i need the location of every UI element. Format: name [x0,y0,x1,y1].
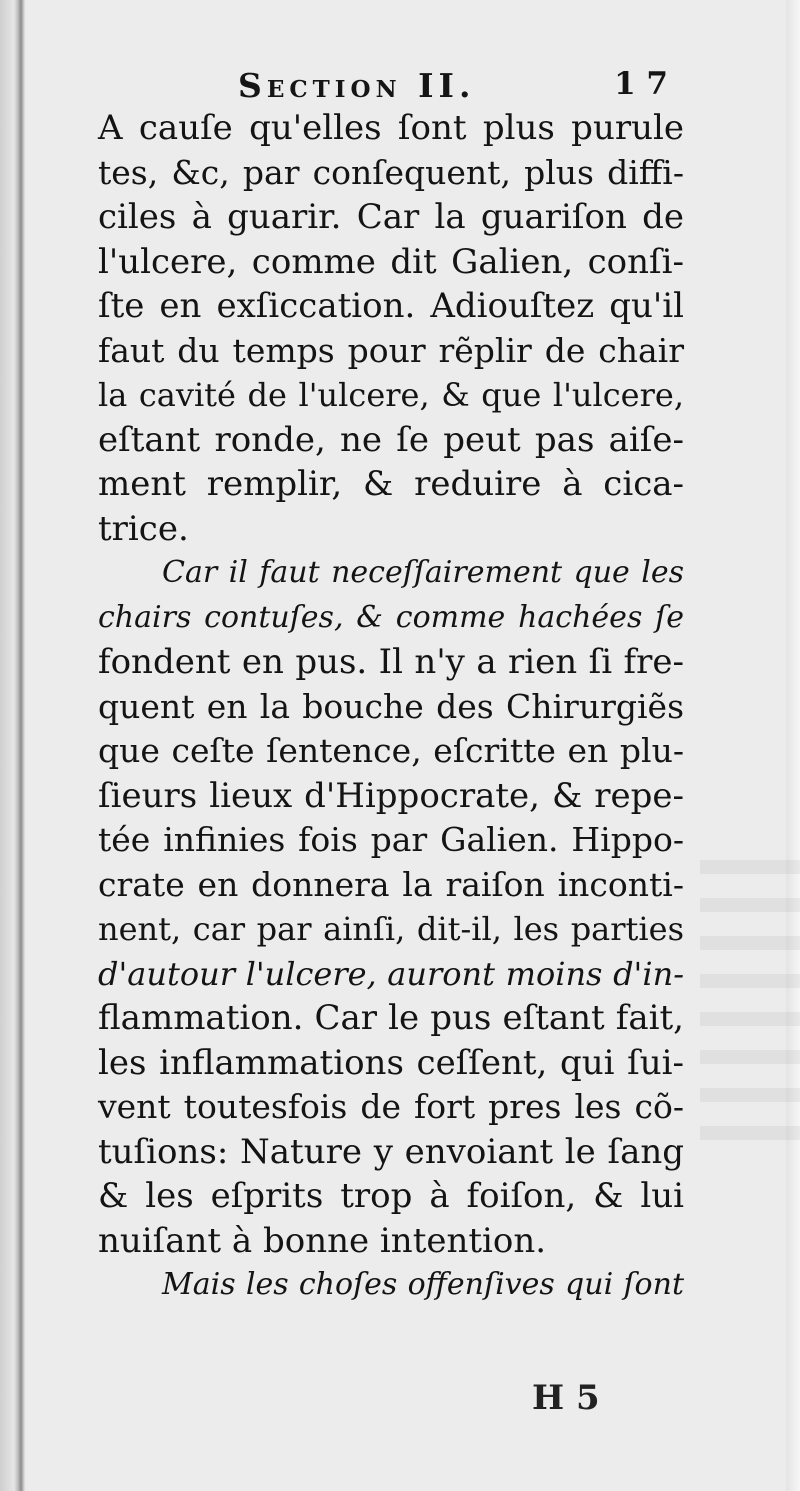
quoted-line: Car il faut neceſſairement que les [162,555,684,590]
text-line: vent toutesfois de fort pres les cõ- [98,1087,684,1126]
show-through-text [700,860,800,1160]
running-head: Section II. [238,66,476,105]
body-text [98,106,684,1308]
quoted-line: d'autour l'ulcere, auront moins d'in- [98,954,684,993]
catchword-signature: H 5 [532,1378,600,1418]
text-line: ſieurs lieux d'Hippocrate, & repe- [98,775,684,816]
text-line: quent en la bouche des Chirurgiẽs [98,686,684,726]
quoted-line: chairs contuſes, & comme hachées ſe [98,599,684,635]
text-line: tes, &c, par conſequent, plus diffi- [98,152,684,192]
text-line: crate en donnera la raiſon inconti- [98,864,684,904]
text-line: eſtant ronde, ne ſe peut pas aiſe- [98,419,684,460]
text-line: flammation. Car le pus eſtant fait, [98,998,684,1038]
text-line: l'ulcere, comme dit Galien, conſi- [98,241,684,282]
text-line: ment remplir, & reduire à cica- [98,464,684,504]
text-line: fondent en pus. Il n'y a rien ſi fre- [98,642,684,682]
text-line: faut du temps pour rẽplir de chair [98,330,684,370]
text-line: trice. [98,508,189,549]
text-line: & les eſprits trop à foiſon, & lui [98,1176,684,1216]
text-line: nent, car par ainſi, dit-il, les parties [98,910,684,948]
text-line: que ceſte ſentence, eſcritte en plu- [98,731,684,770]
text-line: les inflammations ceſſent, qui ſui- [98,1042,684,1083]
text-line: ſte en exſiccation. Adiouſtez qu'il [98,286,684,326]
page-number: 1 7 [614,66,668,102]
quoted-line: Mais les choſes offenſives qui ſont [162,1267,684,1302]
text-line: la cavité de l'ulcere, & que l'ulcere, [98,376,684,414]
text-line: tée infinies fois par Galien. Hippo- [98,820,684,859]
text-line: nuiſant à bonne intention. [98,1220,547,1261]
text-line: tuſions: Nature y envoiant le ſang [98,1131,684,1172]
page-edge [786,0,800,1491]
text-line: ciles à guarir. Car la guariſon de [98,197,684,237]
page-gutter [0,0,26,1491]
text-line: A cauſe qu'elles ſont plus purule [98,108,684,148]
